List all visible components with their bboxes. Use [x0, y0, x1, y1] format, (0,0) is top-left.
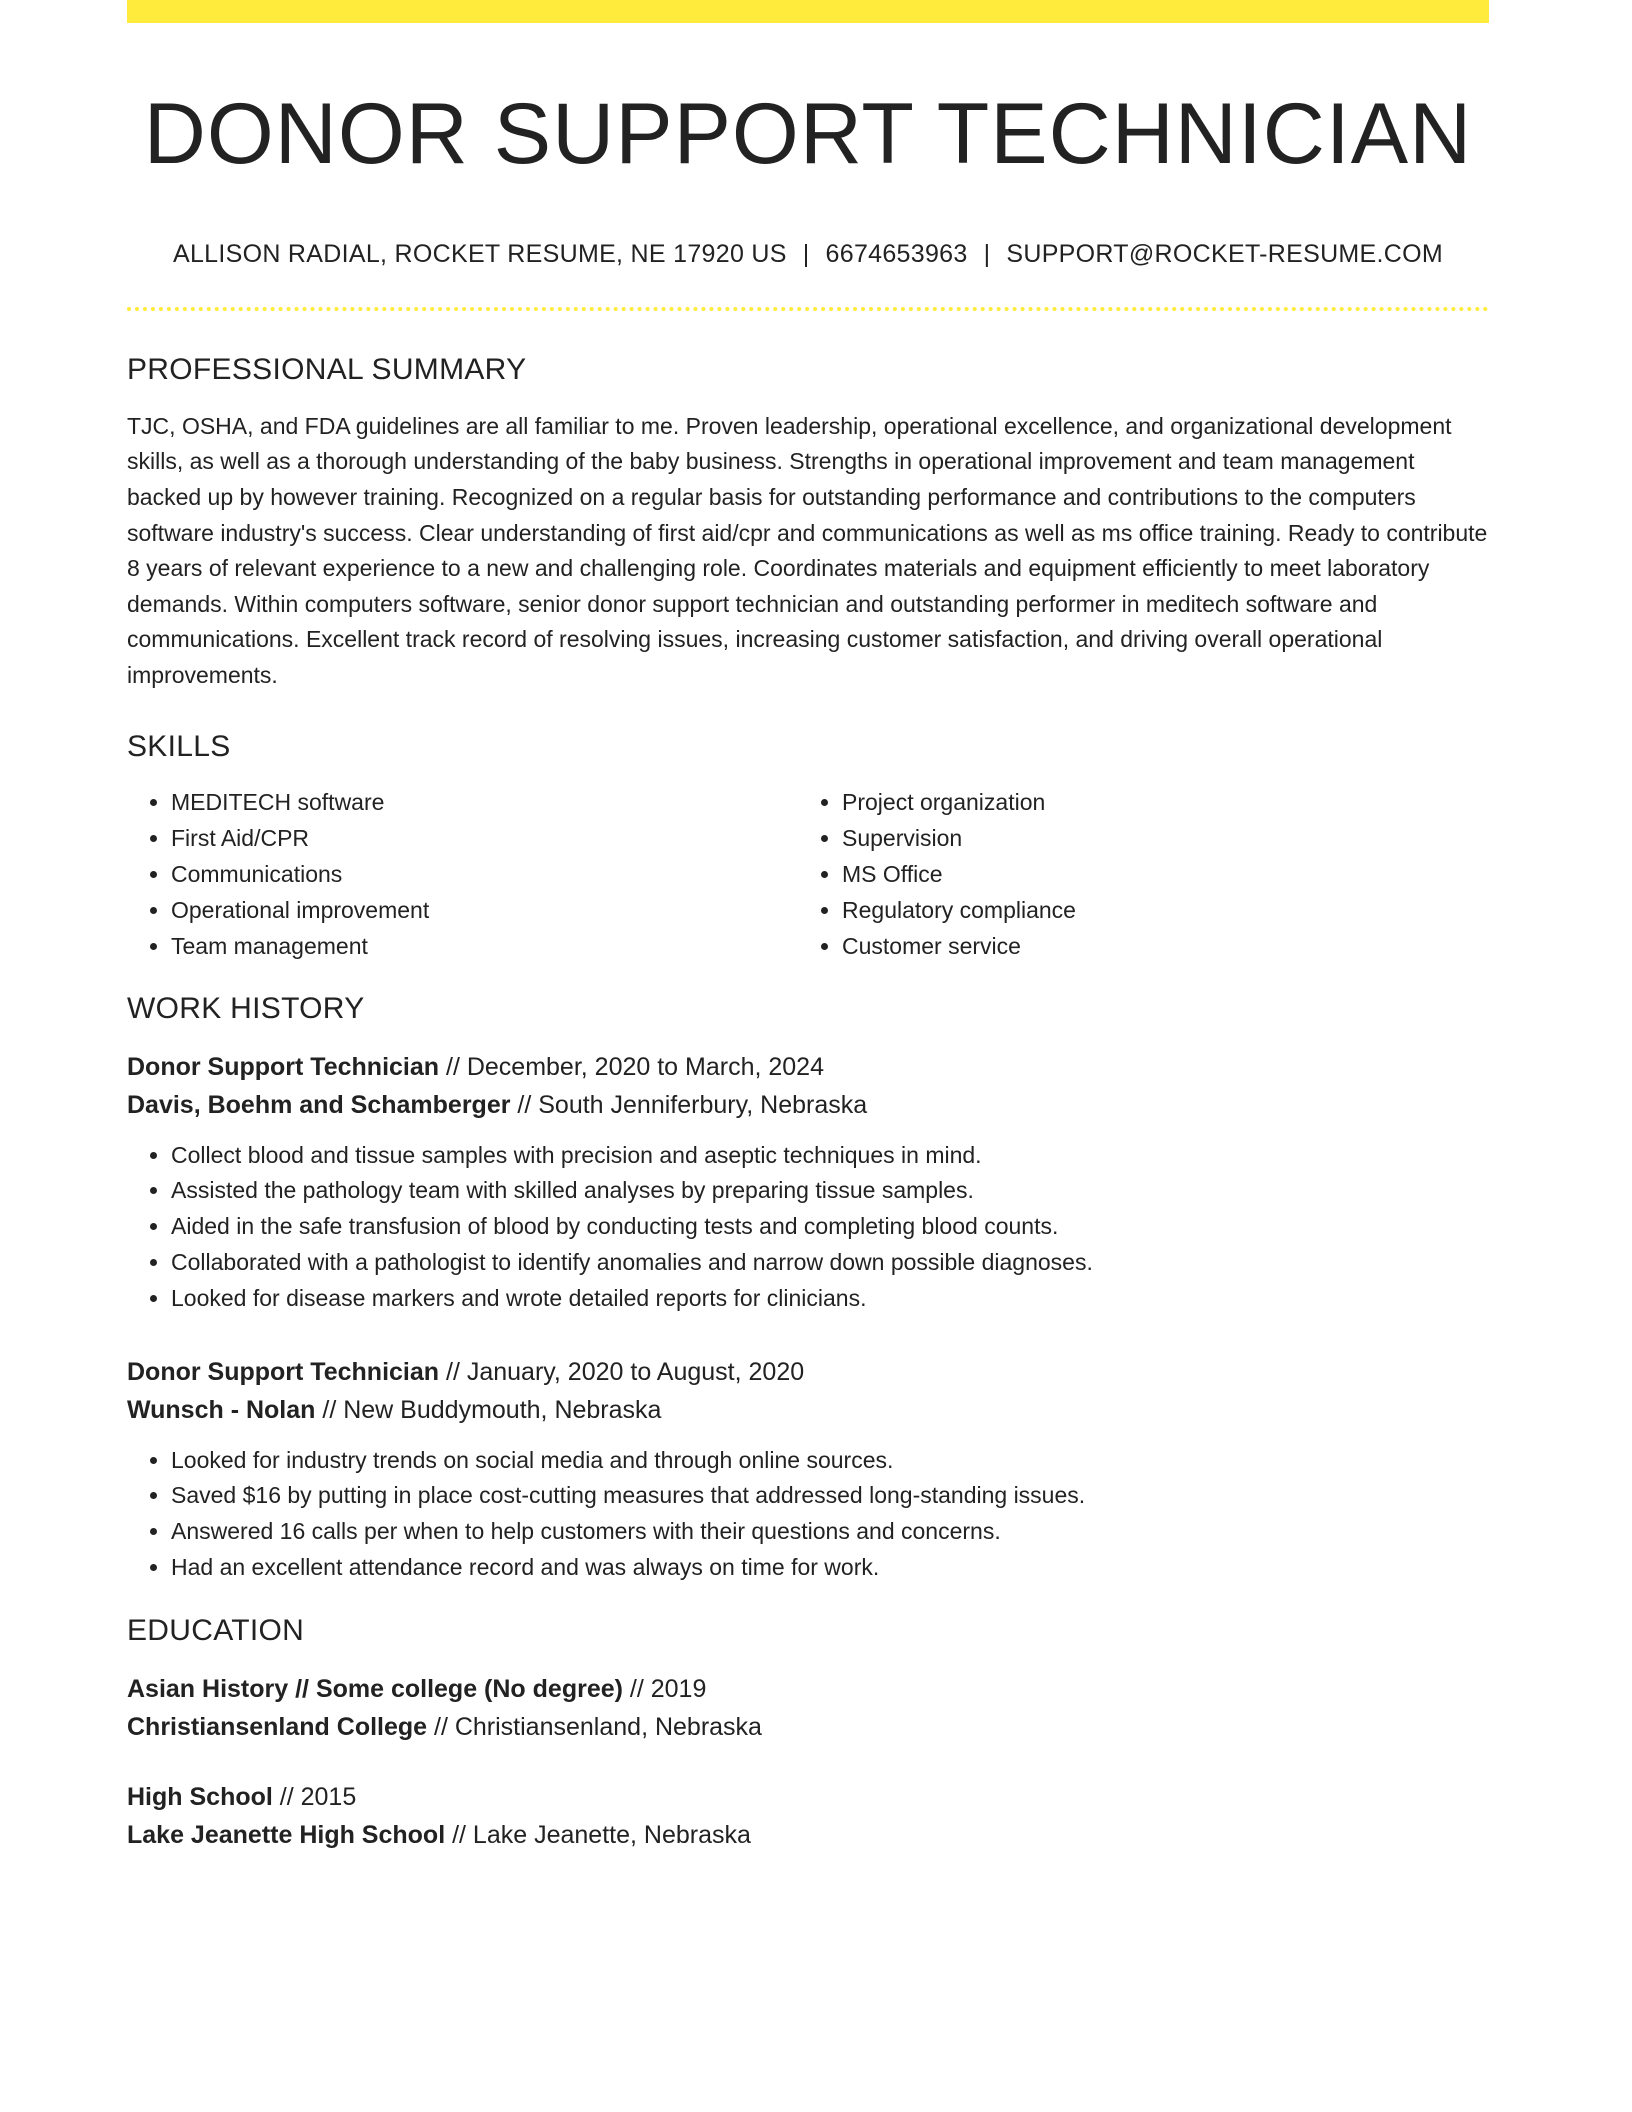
- skills-column-left: [127, 784, 798, 964]
- job-location: // South Jenniferbury, Nebraska: [510, 1090, 868, 1119]
- skill-item: • MEDITECH software: [171, 784, 798, 820]
- job-bullet: • Aided in the safe transfusion of blood by conducting tests and completing blood counts.: [171, 1209, 1489, 1245]
- job-title-line: [127, 1048, 1489, 1086]
- job-bullet: • Collaborated with a pathologist to identify anomalies and narrow down possible diagnoses.: [171, 1245, 1489, 1281]
- education-year: // 2019: [622, 1674, 707, 1703]
- dotted-divider: [127, 307, 1489, 311]
- job-location: // New Buddymouth, Nebraska: [315, 1395, 662, 1424]
- skill-item: • Supervision: [842, 820, 1442, 856]
- job-role: Donor Support Technician: [127, 1357, 440, 1386]
- resume-title: DONOR SUPPORT TECHNICIAN: [143, 86, 1473, 182]
- contact-line: [127, 240, 1489, 269]
- skills-list: [127, 784, 1489, 964]
- job-dates: // December, 2020 to March, 2024: [439, 1052, 824, 1081]
- education-location: // Lake Jeanette, Nebraska: [445, 1820, 751, 1849]
- skill-item: • Team management: [171, 928, 798, 964]
- education-degree-line: [127, 1670, 1489, 1708]
- contact-email: SUPPORT@ROCKET-RESUME.COM: [1006, 239, 1444, 268]
- skill-item: • Customer service: [842, 928, 1442, 964]
- job-bullets: [127, 1138, 1489, 1317]
- job-company: Davis, Boehm and Schamberger: [127, 1090, 511, 1119]
- contact-separator: |: [802, 239, 810, 268]
- resume-content: [127, 23, 1489, 1854]
- education-entry: [127, 1778, 1489, 1854]
- job-bullet: • Had an excellent attendance record and was always on time for work.: [171, 1550, 1489, 1586]
- skill-item: • Operational improvement: [171, 892, 798, 928]
- contact-phone: 6674653963: [825, 239, 968, 268]
- contact-separator: |: [983, 239, 991, 268]
- job-dates: // January, 2020 to August, 2020: [439, 1357, 805, 1386]
- job-bullet: • Assisted the pathology team with skilled analyses by preparing tissue samples.: [171, 1173, 1489, 1209]
- contact-address: ALLISON RADIAL, ROCKET RESUME, NE 17920 US: [172, 239, 787, 268]
- skill-item: • Communications: [171, 856, 798, 892]
- education-heading: EDUCATION: [127, 1613, 305, 1647]
- education-degree-line: [127, 1778, 1489, 1816]
- job-company-line: [127, 1391, 1489, 1429]
- skill-item: • First Aid/CPR: [171, 820, 798, 856]
- accent-bar: [127, 0, 1489, 23]
- education-school: Lake Jeanette High School: [127, 1820, 446, 1849]
- job-bullet: • Looked for disease markers and wrote detailed reports for clinicians.: [171, 1281, 1489, 1317]
- job-bullets: [127, 1443, 1489, 1586]
- job-role: Donor Support Technician: [127, 1052, 440, 1081]
- job-title-line: [127, 1353, 1489, 1391]
- job-bullet: • Collect blood and tissue samples with precision and aseptic techniques in mind.: [171, 1138, 1489, 1174]
- job-bullet: • Saved $16 by putting in place cost-cutting measures that addressed long-standing issues.: [171, 1478, 1489, 1514]
- education-school-line: [127, 1816, 1489, 1854]
- job-company: Wunsch - Nolan: [127, 1395, 316, 1424]
- skills-column-right: [798, 784, 1442, 964]
- education-school-line: [127, 1708, 1489, 1746]
- job-company-line: [127, 1086, 1489, 1124]
- education-year: // 2015: [272, 1782, 357, 1811]
- education-entry: [127, 1670, 1489, 1746]
- job-entry: [127, 1353, 1489, 1586]
- skills-heading: SKILLS: [127, 729, 231, 763]
- summary-heading: PROFESSIONAL SUMMARY: [127, 352, 527, 386]
- education-degree: Asian History // Some college (No degree): [127, 1674, 623, 1703]
- skill-item: • Regulatory compliance: [842, 892, 1442, 928]
- job-bullet: • Looked for industry trends on social media and through online sources.: [171, 1443, 1489, 1479]
- job-entry: [127, 1048, 1489, 1317]
- education-degree: High School: [127, 1782, 273, 1811]
- education-location: // Christiansenland, Nebraska: [427, 1712, 762, 1741]
- job-bullet: • Answered 16 calls per when to help customers with their questions and concerns.: [171, 1514, 1489, 1550]
- skill-item: • Project organization: [842, 784, 1442, 820]
- education-school: Christiansenland College: [127, 1712, 428, 1741]
- skill-item: • MS Office: [842, 856, 1442, 892]
- work-history-heading: WORK HISTORY: [127, 991, 365, 1025]
- summary-text: TJC, OSHA, and FDA guidelines are all familiar to me. Proven leadership, operational excellence, and organizational development skills, as well as a thorough understanding of the baby business. Strengths in operational improvement and team management backed up by however training. Recognized on a regular basis for outstanding performance and contributions to the computers software industry's success. Clear understanding of first aid/cpr and communications as well as ms office training. Ready to contribute 8 years of relevant experience to a new and challenging role. Coordinates materials and equipment efficiently to meet laboratory demands. Within computers software, senior donor support technician and outstanding performer in meditech software and communications. Excellent track record of resolving issues, increasing customer satisfaction, and driving overall operational improvements.: [127, 412, 1488, 689]
